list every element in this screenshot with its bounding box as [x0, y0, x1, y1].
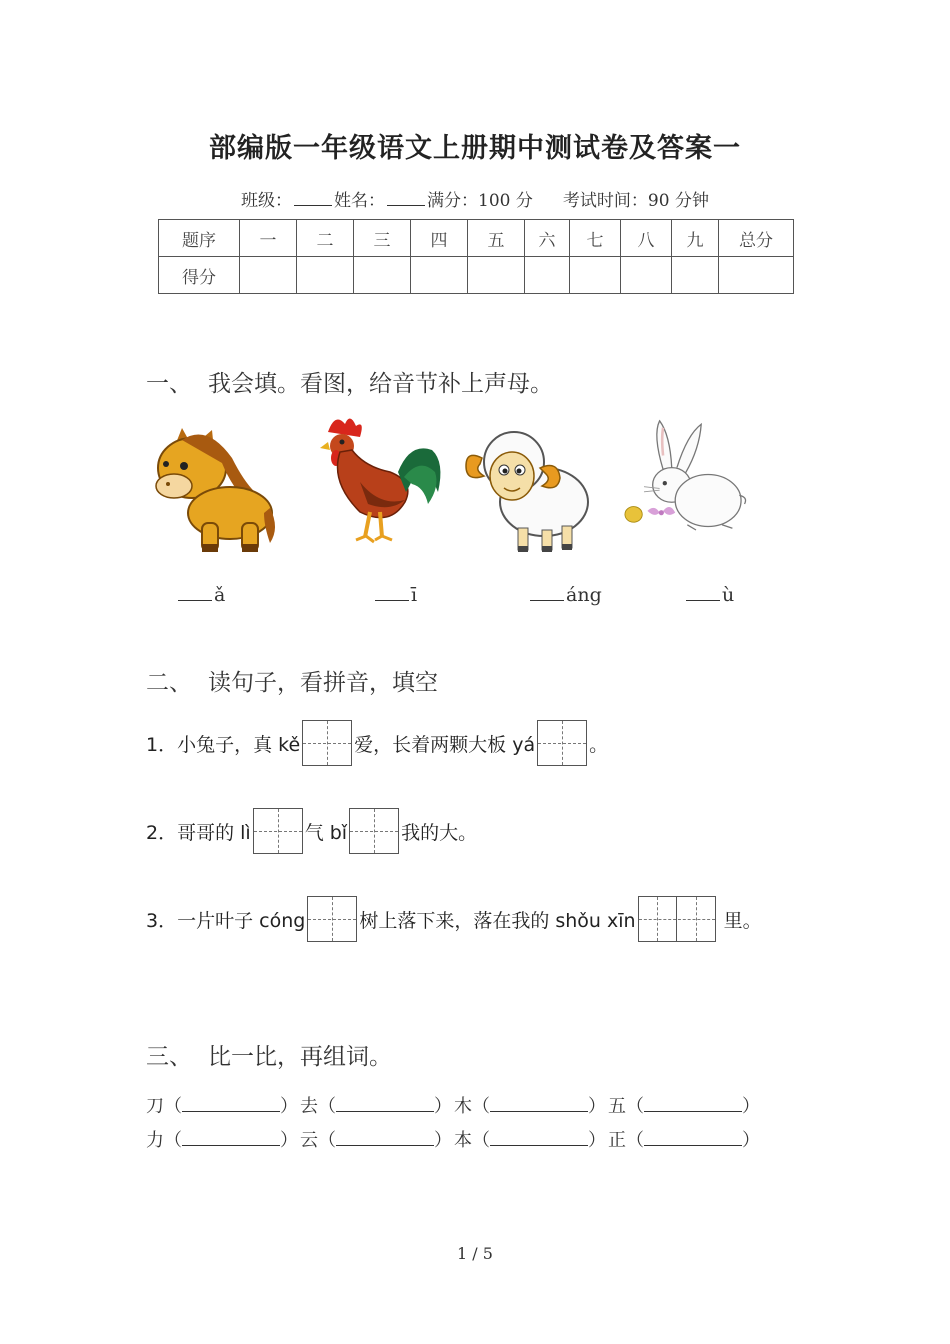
score-input-cell[interactable]: [468, 257, 525, 294]
score-input-cell[interactable]: [719, 257, 794, 294]
question-text: 气 bǐ: [304, 821, 348, 844]
score-cell: 三: [354, 220, 411, 257]
score-cell: 七: [570, 220, 621, 257]
section-1-heading: [146, 365, 553, 398]
name-blank: [387, 191, 425, 206]
section-number: 二、: [146, 670, 192, 696]
question-text: 里。: [723, 909, 762, 932]
sheep-picture: [462, 420, 592, 560]
section-text: 比一比，再组词。: [208, 1044, 392, 1070]
pinyin-final: ī: [411, 584, 418, 606]
initial-blank[interactable]: [375, 582, 409, 601]
score-input-cell[interactable]: [570, 257, 621, 294]
section-3-heading: [146, 1038, 392, 1071]
page-number: 1 / 5: [457, 1244, 493, 1263]
section-text: 读句子，看拼音，填空: [208, 670, 438, 696]
horse-picture: [152, 418, 282, 558]
question-text: 1．小兔子，真 kě: [146, 733, 301, 756]
score-cell: 八: [621, 220, 672, 257]
pinyin-final: ǎ: [214, 584, 226, 606]
class-blank: [294, 191, 332, 206]
exam-time: 考试时间：90 分钟: [562, 191, 709, 211]
score-input-cell[interactable]: [354, 257, 411, 294]
score-cell: 五: [468, 220, 525, 257]
score-input-cell[interactable]: [672, 257, 719, 294]
score-cell: 六: [525, 220, 570, 257]
rooster-picture: [320, 412, 450, 552]
word-item[interactable]: 刀（ ）: [146, 1096, 298, 1117]
section-number: 一、: [146, 371, 192, 397]
pinyin-final: áng: [566, 584, 602, 606]
section-2-heading: [146, 664, 438, 697]
question-2: [146, 808, 477, 854]
initial-blank[interactable]: [686, 582, 720, 601]
score-row-label: 得分: [159, 257, 240, 294]
student-info-line: [0, 186, 950, 211]
word-item[interactable]: 五（ ）: [608, 1096, 760, 1117]
score-table: [158, 219, 794, 294]
score-input-cell[interactable]: [297, 257, 354, 294]
page-title: 部编版一年级语文上册期中测试卷及答案一: [209, 133, 741, 164]
pinyin-blank-3[interactable]: [530, 582, 602, 606]
pinyin-blank-4[interactable]: [686, 582, 734, 606]
section-number: 三、: [146, 1044, 192, 1070]
score-table-header-row: [159, 220, 794, 257]
score-cell: 九: [672, 220, 719, 257]
score-table-score-row: [159, 257, 794, 294]
question-text: 。: [589, 733, 609, 756]
section-text: 我会填。看图，给音节补上声母。: [208, 371, 553, 397]
score-input-cell[interactable]: [621, 257, 672, 294]
question-text: 我的大。: [401, 821, 478, 844]
character-box[interactable]: [349, 808, 399, 854]
score-cell: 一: [240, 220, 297, 257]
pinyin-final: ù: [722, 584, 735, 606]
question-text: 树上落下来，落在我的 shǒu xīn: [359, 909, 636, 932]
character-box[interactable]: [537, 720, 587, 766]
question-text: 3．一片叶子 cóng: [146, 909, 306, 932]
class-label: 班级：: [241, 191, 293, 211]
pinyin-blank-1[interactable]: [178, 582, 225, 606]
score-cell: 四: [411, 220, 468, 257]
question-text: 2．哥哥的 lì: [146, 821, 251, 844]
character-box[interactable]: [253, 808, 303, 854]
score-cell: 题序: [159, 220, 240, 257]
word-item[interactable]: 力（ ）: [146, 1130, 298, 1151]
initial-blank[interactable]: [178, 582, 212, 601]
question-3: [146, 896, 762, 942]
name-label: 姓名：: [334, 191, 386, 211]
word-item[interactable]: 去（ ）: [300, 1096, 452, 1117]
word-row-2: [146, 1126, 762, 1152]
character-box[interactable]: [302, 720, 352, 766]
word-item[interactable]: 正（ ）: [608, 1130, 760, 1151]
character-box[interactable]: [307, 896, 357, 942]
question-1: [146, 720, 608, 766]
score-cell: 总分: [719, 220, 794, 257]
score-input-cell[interactable]: [240, 257, 297, 294]
pinyin-blank-2[interactable]: [375, 582, 417, 606]
rabbit-picture: [618, 408, 748, 548]
score-cell: 二: [297, 220, 354, 257]
word-item[interactable]: 木（ ）: [454, 1096, 606, 1117]
full-score: 满分：100 分: [427, 191, 533, 211]
word-item[interactable]: 本（ ）: [454, 1130, 606, 1151]
initial-blank[interactable]: [530, 582, 564, 601]
score-input-cell[interactable]: [411, 257, 468, 294]
word-item[interactable]: 云（ ）: [300, 1130, 452, 1151]
double-character-box[interactable]: [638, 896, 716, 942]
score-input-cell[interactable]: [525, 257, 570, 294]
word-row-1: [146, 1092, 762, 1118]
question-text: 爱，长着两颗大板 yá: [354, 733, 536, 756]
